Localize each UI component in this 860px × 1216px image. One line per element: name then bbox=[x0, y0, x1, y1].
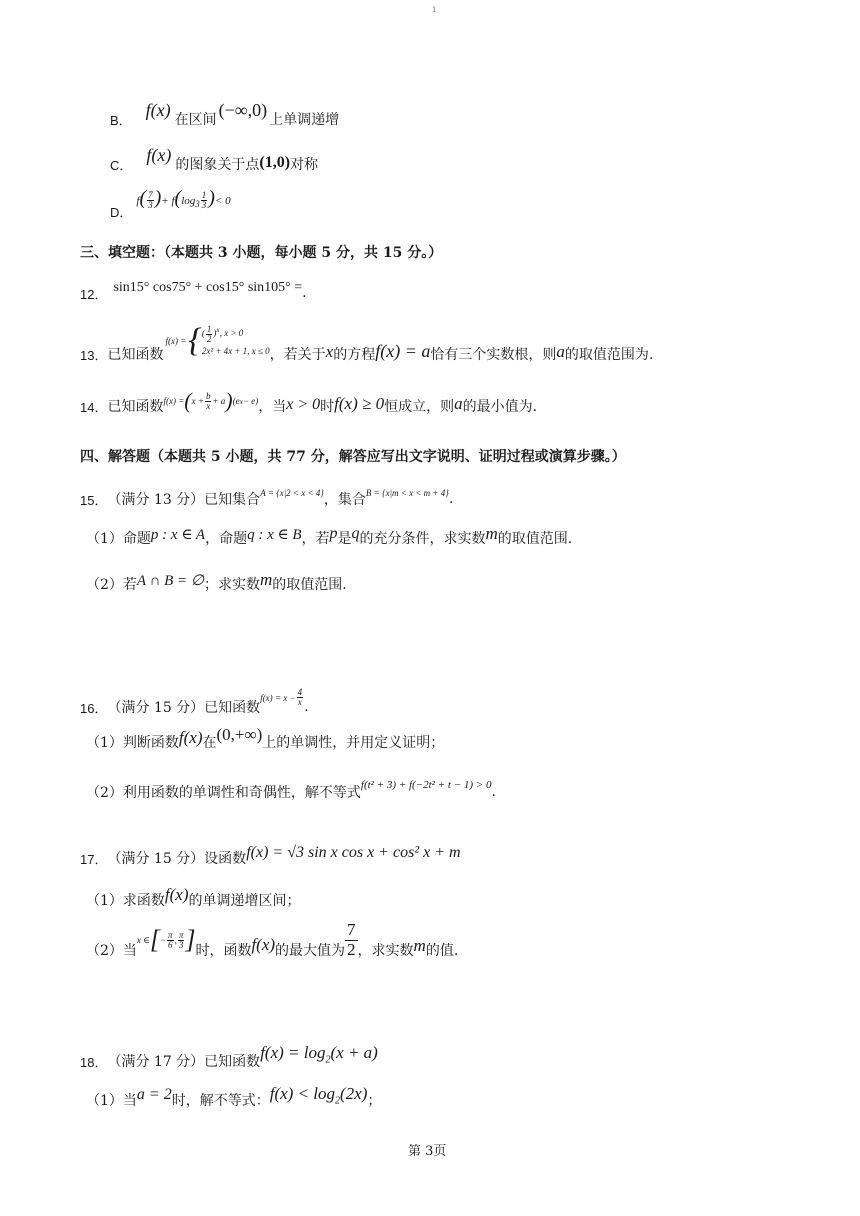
question-13 bbox=[80, 318, 653, 364]
q13-var-a: a bbox=[556, 342, 565, 361]
q12-number: 12． bbox=[80, 287, 108, 302]
q17-fx-2: f(x) bbox=[251, 935, 276, 954]
q15-part-1 bbox=[86, 520, 572, 548]
q14-text4: 的最小值为. bbox=[462, 399, 538, 415]
q13-text1: ，若关于 bbox=[269, 347, 326, 363]
question-16 bbox=[80, 678, 309, 717]
q17-part-1 bbox=[86, 880, 301, 910]
q15-p2-t1: ；求实数 bbox=[204, 577, 260, 593]
option-c-text2: 对称 bbox=[290, 156, 319, 173]
question-17 bbox=[80, 838, 461, 868]
q15-set-a: A = {x|2 < x < 4} bbox=[260, 487, 324, 498]
option-c-label: C． bbox=[110, 158, 133, 173]
q16-interval: (0,+∞) bbox=[216, 725, 263, 744]
q17-p2-t3: ，求实数 bbox=[357, 943, 414, 959]
q15-p1-t1: ，命题 bbox=[205, 531, 248, 547]
q14-function: f(x) = ( x + $\frac{b}{x}$ + a ) (e x − e) bbox=[163, 388, 259, 413]
q13-text4: 的取值范围为. bbox=[564, 347, 654, 363]
option-b-label: B． bbox=[110, 113, 132, 128]
q16-fx: f(x) bbox=[178, 728, 203, 747]
option-d bbox=[110, 176, 231, 221]
q16-part-2 bbox=[86, 768, 496, 802]
q18-condition: a = 2 bbox=[136, 1086, 172, 1103]
q13-piecewise: f(x) = { ( $\frac{1}{2}$ )$^x$, x > 0 2x² + 4x + 1, x ≤ 0 bbox=[165, 322, 270, 359]
q17-max-value: 7 2 bbox=[347, 919, 356, 959]
q17-function: f(x) = √3 sin x cos x + cos² x + m bbox=[246, 844, 461, 861]
q18-number: 18． bbox=[80, 1055, 108, 1070]
q18-p1-label: （1）当 bbox=[86, 1093, 137, 1109]
q14-text1: ，当 bbox=[258, 399, 287, 415]
q12-expression: sin15° cos75° + cos15° sin105° = bbox=[113, 279, 303, 295]
q16-p1-t1: 在 bbox=[202, 735, 217, 751]
q17-fx: f(x) bbox=[164, 885, 189, 904]
q16-p2-end: . bbox=[491, 784, 496, 800]
q15-p2-label: （2）若 bbox=[86, 577, 137, 593]
q15-p1-t5: 的取值范围. bbox=[497, 531, 573, 547]
q14-inequality: f(x) ≥ 0 bbox=[334, 394, 385, 413]
q14-lead: 已知函数 bbox=[107, 399, 164, 415]
q13-lead: 已知函数 bbox=[107, 347, 164, 363]
q15-p2-t2: 的取值范围. bbox=[272, 577, 347, 593]
q17-lead: （满分 15 分）设函数 bbox=[107, 851, 247, 867]
q16-p1-t2: 上的单调性，并用定义证明； bbox=[262, 735, 445, 751]
question-15 bbox=[80, 476, 453, 509]
option-c-text1: 的图象关于点 bbox=[175, 156, 260, 173]
option-d-expression: f( $\frac{7}{3}$ )+ $f(\log_3$ $\frac{1}{3}$ )< 0 bbox=[136, 186, 231, 211]
q15-p1-t2: ，若 bbox=[301, 531, 330, 547]
q16-function: f(x) = x − $\frac{4}{x}$ bbox=[260, 687, 303, 707]
q17-p2-t1: 时，函数 bbox=[195, 943, 252, 959]
q14-condition: x > 0 bbox=[286, 396, 321, 413]
q12-period: . bbox=[302, 284, 307, 301]
q15-end: . bbox=[448, 490, 454, 507]
q16-lead: （满分 15 分）已知函数 bbox=[107, 699, 261, 716]
question-18 bbox=[80, 1038, 378, 1071]
q18-p1-end: ； bbox=[367, 1093, 382, 1109]
q14-number: 14． bbox=[80, 399, 108, 415]
q15-sep: ，集合 bbox=[323, 491, 366, 508]
option-c bbox=[110, 137, 318, 174]
q17-part-2 bbox=[86, 920, 458, 960]
option-c-fx: f(x) bbox=[146, 145, 172, 165]
question-14 bbox=[80, 386, 537, 416]
q17-number: 17． bbox=[80, 851, 108, 867]
option-b-text1: 在区间 bbox=[174, 111, 217, 128]
q17-p1-label: （1）求函数 bbox=[86, 893, 165, 909]
q16-p2-label: （2）利用函数的单调性和奇偶性，解不等式 bbox=[86, 785, 361, 801]
q15-number: 15． bbox=[80, 493, 108, 508]
q13-number: 13． bbox=[80, 347, 108, 363]
q16-inequality: f(t² + 3) + f(−2t² + t − 1) > 0 bbox=[360, 779, 492, 791]
q13-var-x: x bbox=[325, 342, 334, 361]
q16-number: 16． bbox=[80, 701, 108, 716]
q15-prop-q: q : x ∈ B bbox=[247, 526, 302, 543]
option-b-fx: f(x) bbox=[145, 100, 171, 120]
option-d-label: D． bbox=[110, 205, 133, 220]
q13-equation: f(x) = a bbox=[375, 340, 431, 361]
option-b-interval: (−∞,0) bbox=[218, 100, 268, 120]
q18-inequality: $f(x) < \log_2(2x)$ bbox=[269, 1083, 368, 1107]
q17-domain: x ∈ [ − $\frac{\pi}{6}$ , $\frac{\pi}{3}$ ] bbox=[136, 925, 196, 954]
q15-set-b: B = {x|m < x < m + 4} bbox=[365, 487, 449, 498]
page-header-mark: 1 bbox=[432, 6, 437, 14]
q17-var-m: m bbox=[413, 936, 426, 955]
q18-part-1 bbox=[86, 1080, 381, 1110]
section-3-title: 三、填空题：（本题共 3 小题，每小题 5 分，共 15 分。） bbox=[80, 245, 443, 261]
question-12 bbox=[80, 272, 307, 303]
q15-p1-label: （1）命题 bbox=[86, 531, 151, 547]
q15-var-m-2: m bbox=[260, 570, 273, 589]
option-b bbox=[110, 92, 339, 129]
q15-var-p: p bbox=[329, 525, 338, 542]
q15-p1-t4: 的充分条件，求实数 bbox=[359, 531, 486, 547]
q14-text3: 恒成立，则 bbox=[384, 399, 455, 415]
q16-part-1 bbox=[86, 724, 444, 752]
q16-end: . bbox=[304, 698, 309, 715]
q16-p1-label: （1）判断函数 bbox=[86, 735, 179, 751]
q17-p2-t2: 的最大值为 bbox=[275, 943, 346, 959]
q15-var-m: m bbox=[485, 524, 498, 543]
q18-lead: （满分 17 分）已知函数 bbox=[107, 1053, 261, 1070]
q14-var-a: a bbox=[454, 394, 463, 413]
q15-intersection: A ∩ B = ∅ bbox=[136, 572, 204, 589]
q13-text3: 恰有三个实数根，则 bbox=[430, 347, 557, 363]
q15-prop-p: p : x ∈ A bbox=[150, 526, 206, 543]
option-b-text2: 上单调递增 bbox=[269, 111, 340, 128]
q17-p2-label: （2）当 bbox=[86, 943, 137, 959]
q14-text2: 时 bbox=[320, 399, 335, 415]
q18-p1-t1: 时，解不等式： bbox=[171, 1093, 270, 1109]
q15-lead: （满分 13 分）已知集合 bbox=[107, 491, 261, 508]
q15-var-q: q bbox=[351, 525, 360, 542]
q17-p1-t1: 的单调递增区间； bbox=[188, 893, 301, 909]
q13-piece1: , x > 0 bbox=[219, 328, 244, 339]
option-c-point: (1,0) bbox=[259, 153, 291, 171]
page-number: 第 3页 bbox=[408, 1144, 447, 1159]
q13-piece2: 2x² + 4x + 1, x ≤ 0 bbox=[201, 345, 270, 356]
section-4-title: 四、解答题（本题共 5 小题，共 77 分，解答应写出文字说明、证明过程或演算步骤。） bbox=[80, 449, 626, 465]
q18-function: $f(x) = \log_2(x + a)$ bbox=[260, 1043, 378, 1066]
q13-text2: 的方程 bbox=[333, 347, 376, 363]
q15-p1-t3: 是 bbox=[337, 531, 352, 547]
q17-p2-t4: 的值. bbox=[425, 943, 459, 959]
q15-part-2 bbox=[86, 566, 347, 594]
